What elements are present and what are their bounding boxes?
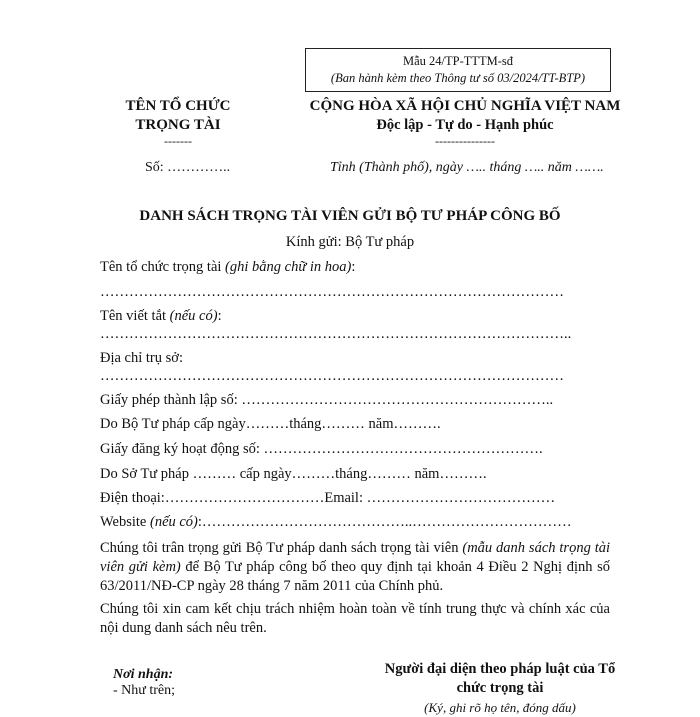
recipients-title: Nơi nhận: bbox=[113, 667, 174, 682]
place-date: Tỉnh (Thành phố), ngày ….. tháng ….. năm ……. bbox=[330, 160, 604, 175]
abbr-field-label: Tên viết tắt (nếu có): bbox=[100, 308, 222, 324]
paragraph-commitment: Chúng tôi xin cam kết chịu trách nhiệm hoàn toàn về tính trung thực và chính xác của nội dung danh sách nêu trên. bbox=[100, 601, 610, 636]
org-underline: ------- bbox=[164, 134, 192, 148]
org-name-field-dots: …………………………………………………………………………………… bbox=[100, 284, 564, 300]
org-name-line2: TRỌNG TÀI bbox=[135, 117, 221, 133]
org-name-field-label: Tên tổ chức trọng tài (ghi bằng chữ in hoa): bbox=[100, 259, 356, 275]
paragraph-submission: Chúng tôi trân trọng gửi Bộ Tư pháp danh sách trọng tài viên (mẫu danh sách trọng tài viên gửi kèm) để Bộ Tư pháp công bố theo quy định tại khoản 4 Điều 2 Nghị định số 63/2011/NĐ-CP ngày 28 tháng 7 năm 2011 của Chính phủ. bbox=[100, 540, 611, 594]
license-issue-field: Do Bộ Tư pháp cấp ngày………tháng……… năm………. bbox=[100, 416, 441, 432]
signer-line1: Người đại diện theo pháp luật của Tổ bbox=[384, 661, 616, 677]
national-header bbox=[295, 97, 635, 147]
recipient-item: - Như trên; bbox=[113, 683, 176, 698]
organization-header bbox=[88, 97, 268, 147]
form-code: Mẫu 24/TP-TTTM-sđ bbox=[402, 54, 514, 68]
website-field: Website (nếu có):……………………………………..…………………………… bbox=[100, 514, 572, 530]
nation-title: CỘNG HÒA XÃ HỘI CHỦ NGHĨA VIỆT NAM bbox=[309, 98, 621, 114]
recipients-block bbox=[113, 667, 175, 699]
form-code-box bbox=[305, 48, 611, 92]
signature-block bbox=[360, 660, 640, 717]
nation-underline: --------------- bbox=[435, 134, 495, 148]
org-name-line1: TÊN TỔ CHỨC bbox=[125, 98, 231, 114]
addressee: Kính gửi: Bộ Tư pháp bbox=[285, 234, 415, 250]
address-field-dots: …………………………………………………………………………………… bbox=[100, 368, 564, 384]
phone-email-field: Điện thoại:……………………………Email: ………………………………… bbox=[100, 490, 556, 506]
nation-motto: Độc lập - Tự do - Hạnh phúc bbox=[376, 117, 554, 133]
abbr-field-dots: …………………………………………………………………………………….. bbox=[100, 326, 572, 342]
license-field: Giấy phép thành lập số: ……………………………………………………….. bbox=[100, 392, 554, 408]
document-number: Số: ………….. bbox=[145, 160, 231, 175]
address-field-label: Địa chỉ trụ sở: bbox=[100, 350, 183, 366]
form-issued-note: (Ban hành kèm theo Thông tư số 03/2024/TT-BTP) bbox=[330, 71, 586, 85]
signer-note: (Ký, ghi rõ họ tên, đóng dấu) bbox=[424, 700, 576, 715]
signer-line2: chức trọng tài bbox=[456, 680, 544, 696]
document-title: DANH SÁCH TRỌNG TÀI VIÊN GỬI BỘ TƯ PHÁP CÔNG BỐ bbox=[139, 208, 561, 224]
registration-field: Giấy đăng ký hoạt động số: …………………………………………………. bbox=[100, 441, 543, 457]
registration-issue-field: Do Sở Tư pháp ……… cấp ngày………tháng……… năm………. bbox=[100, 466, 487, 482]
